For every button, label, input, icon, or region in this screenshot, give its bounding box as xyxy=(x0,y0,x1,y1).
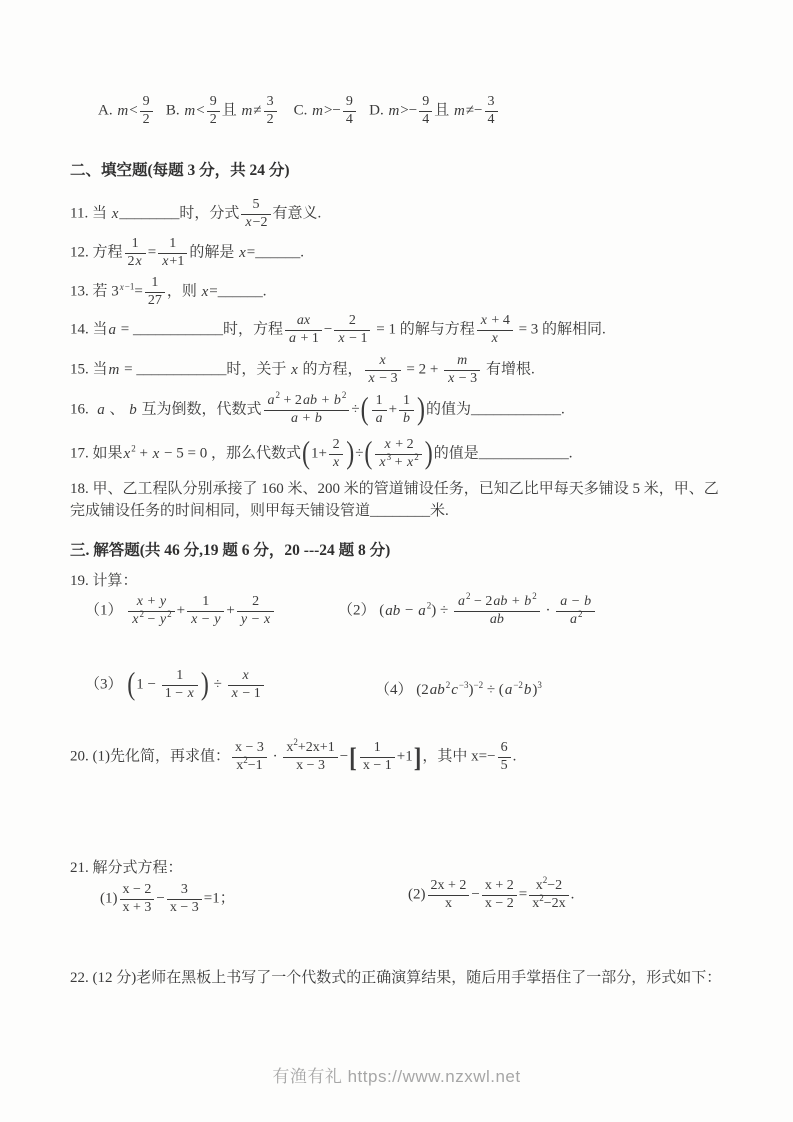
math-variable: a xyxy=(457,594,465,609)
fraction-denominator: y − x xyxy=(240,611,271,627)
fraction-numerator: 1 xyxy=(162,668,198,686)
superscript: 2 xyxy=(532,591,537,601)
math-variable: x xyxy=(191,611,198,627)
fraction-numerator: 6 xyxy=(498,740,511,758)
big-paren: ) xyxy=(200,668,209,703)
question-19-2: （2） $(ab - a^2)$ ÷ $\frac{a^2 - 2ab + b^2}{ab}$ · $\frac{a - b}{a^2}$ xyxy=(338,594,597,629)
math-variable: b xyxy=(403,410,411,426)
fraction xyxy=(428,878,470,913)
superscript: −2 xyxy=(513,680,523,690)
fraction-numerator: 9 xyxy=(207,94,220,112)
fraction xyxy=(264,94,277,129)
superscript: 2 xyxy=(293,737,298,747)
fraction-denominator: a + b xyxy=(290,410,322,426)
math-variable: ab xyxy=(385,602,401,619)
fraction-denominator: x xyxy=(444,895,452,911)
big-paren: ( xyxy=(360,393,369,428)
fraction-numerator: 5 xyxy=(241,197,270,215)
question-22: 22. (12 分)老师在黑板上书写了一个代数式的正确演算结果，随后用手掌捂住了一部分，形式如下： xyxy=(70,970,722,986)
math-variable: a xyxy=(504,682,513,698)
fraction-numerator: x + 2 xyxy=(375,437,421,455)
math-variable: a xyxy=(418,602,426,619)
fraction-numerator xyxy=(285,313,322,331)
math-variable: b xyxy=(129,401,137,418)
superscript: 3 xyxy=(537,680,542,690)
fraction-denominator: x − 1 xyxy=(338,330,368,346)
math-variable: ab xyxy=(429,682,445,698)
math-variable: a xyxy=(560,594,568,609)
fraction xyxy=(162,668,198,703)
superscript: 2 xyxy=(167,608,172,619)
fraction-denominator: x−2 xyxy=(245,214,268,230)
math-variable: x xyxy=(245,214,252,230)
question-19-4: （4） $(2ab^2c^{-3})^{-2} \div (a^{-2}b)^3$ xyxy=(375,680,542,698)
big-paren: ) xyxy=(346,437,355,472)
fraction-denominator: x+1 xyxy=(162,253,185,269)
fraction-denominator: 2 xyxy=(142,111,150,127)
fraction xyxy=(120,882,155,917)
superscript: 2 xyxy=(542,875,548,885)
fraction-denominator: a + 1 xyxy=(288,330,319,346)
math-variable: y xyxy=(240,611,248,627)
math-variable: x xyxy=(111,205,119,222)
math-variable: m xyxy=(457,353,468,368)
fraction xyxy=(343,94,356,129)
fraction xyxy=(167,882,202,917)
fraction xyxy=(372,393,387,428)
math-variable: b xyxy=(314,410,322,426)
fraction-denominator: 1 − x xyxy=(164,685,194,701)
fraction-denominator: 27 xyxy=(147,292,162,308)
math-variable: a xyxy=(375,410,383,426)
math-variable: x xyxy=(368,370,375,386)
fraction-numerator: $x^2-2$ xyxy=(529,878,568,896)
fraction xyxy=(125,236,146,271)
fraction-numerator: x − 3 xyxy=(232,740,267,758)
fraction-denominator: 4 xyxy=(487,111,495,127)
superscript: 2 xyxy=(131,443,136,454)
fraction xyxy=(264,390,350,428)
math-variable: y xyxy=(159,594,167,609)
math-variable: m xyxy=(117,102,129,119)
question-11: 11. 当 x________时，分式 $\frac{5}{x-2}$ 有意义. xyxy=(70,197,322,230)
bold-bracket: ] xyxy=(413,742,422,773)
fraction-denominator: 2 xyxy=(266,111,274,127)
fraction xyxy=(145,275,165,310)
fraction xyxy=(444,353,480,388)
fraction xyxy=(375,437,421,472)
question-17: 17. 如果$x^2 + x - 5 = 0$ ，那么代数式(1+ $\frac{2}{x}$ )÷( $\frac{x + 2}{x^3 + x^2}$ )的值是____________. xyxy=(70,437,573,472)
fraction xyxy=(140,94,153,129)
math-variable: y xyxy=(214,611,221,627)
superscript: 2 xyxy=(414,451,419,462)
fraction-numerator: 1 xyxy=(372,393,387,411)
math-variable: x xyxy=(239,244,246,261)
math-variable: x xyxy=(407,454,414,470)
fraction-numerator: $a^2 - 2ab + b^2$ xyxy=(454,594,540,612)
fraction xyxy=(285,313,322,348)
question-13: 13. 若 $3^{x-1}=$ $\frac{1}{27}$ ，则 x=______. xyxy=(70,275,267,308)
fraction-numerator: 9 xyxy=(140,94,153,112)
fraction-denominator: x − 1 xyxy=(362,757,392,773)
math-variable: x xyxy=(135,253,142,269)
big-paren: ) xyxy=(417,393,426,428)
math-variable: x xyxy=(187,685,194,701)
math-variable: y xyxy=(159,611,167,627)
fraction xyxy=(329,437,343,472)
math-variable: b xyxy=(584,594,592,609)
fraction-numerator: 1 xyxy=(399,393,414,411)
question-14: 14. 当a = ____________时，方程 $\frac{ax}{a + 1}$ − $\frac{2}{x - 1}$ = 1 的解与方程 $\frac{x + 4}{x}$ = 3 的解相同. xyxy=(70,313,606,346)
superscript: 2 xyxy=(577,608,583,619)
fraction xyxy=(334,313,370,348)
fraction-denominator: $x^2-1$ xyxy=(236,754,263,773)
fraction-denominator: x − 3 xyxy=(296,757,325,773)
question-19-1: （1） $\frac{x + y}{x^2 - y^2}$ + $\frac{1}{x - y}$ + $\frac{2}{y - x}$ xyxy=(85,594,276,629)
math-variable: m xyxy=(388,102,400,119)
superscript: 2 xyxy=(275,390,281,400)
fraction xyxy=(498,740,511,775)
fraction-denominator xyxy=(556,608,595,629)
fraction-denominator: x − 3 xyxy=(448,370,478,386)
fraction-numerator: 9 xyxy=(343,94,356,112)
fraction-denominator: x − 3 xyxy=(368,370,398,386)
math-variable: x xyxy=(119,281,124,292)
superscript: 2 xyxy=(426,600,432,611)
math-variable: x xyxy=(379,353,386,368)
fraction-numerator: 1 xyxy=(360,740,395,758)
fraction-denominator: x − 2 xyxy=(484,895,514,911)
fraction-numerator: 2 xyxy=(329,437,343,455)
fraction xyxy=(228,668,264,703)
question-12: 12. 方程 $\frac{1}{2x}$ = $\frac{1}{x+1}$ 的解是 x=______. xyxy=(70,236,304,269)
fraction-numerator: 1 xyxy=(125,236,146,254)
fraction-denominator: 2x xyxy=(127,253,142,269)
math-variable: x xyxy=(201,283,209,300)
fraction-numerator: x + 2 xyxy=(482,878,517,896)
math-variable: x xyxy=(338,330,345,346)
math-variable: x xyxy=(491,330,498,346)
fraction xyxy=(283,737,337,775)
math-variable: x xyxy=(152,445,160,462)
superscript: 2 xyxy=(539,892,544,903)
fraction-numerator: 2x + 2 xyxy=(428,878,470,896)
math-variable: c xyxy=(451,682,458,698)
fraction-numerator: $a^2 + 2ab + b^2$ xyxy=(264,393,350,411)
math-variable: b xyxy=(523,682,532,698)
fraction xyxy=(232,740,267,775)
fraction-numerator: 3 xyxy=(264,94,277,112)
math-variable: a xyxy=(108,321,117,338)
question-19-3: （3） (1 − $\frac{1}{1 - x}$ ) ÷ $\frac{x}{x - 1}$ xyxy=(85,668,266,703)
fraction-denominator: 2 xyxy=(209,111,217,127)
fraction-denominator: $x^2-2x$ xyxy=(532,892,566,911)
math-variable: m xyxy=(184,102,196,119)
fraction xyxy=(241,197,270,232)
superscript: 2 xyxy=(445,680,451,690)
fraction-numerator: 9 xyxy=(419,94,432,112)
math-variable: x xyxy=(162,253,169,269)
fraction-denominator: x − 1 xyxy=(231,685,261,701)
math-variable: b xyxy=(524,594,532,609)
fraction xyxy=(187,594,224,629)
superscript: x−1 xyxy=(119,281,135,292)
fraction xyxy=(237,594,274,629)
math-variable: a xyxy=(288,330,296,346)
fraction xyxy=(399,393,414,428)
question-21-2: (2) $\frac{2x + 2}{x}$ − $\frac{x + 2}{x - 2}$ = $\frac{x^2-2}{x^2-2x}$ . xyxy=(408,875,575,911)
big-paren: ( xyxy=(364,437,373,472)
choice-options-line: A. m< $\frac{9}{2}$ B. m< $\frac{9}{2}$ 且 m≠ $\frac{3}{2}$ C. m>− $\frac{9}{4}$ D. m>− $\frac{9}{4}$ 且 m≠− $\frac{3}{4}$ xyxy=(98,94,500,129)
fraction-numerator: $x^2+2x+1$ xyxy=(283,740,337,758)
fraction-numerator xyxy=(228,668,264,686)
math-variable: a xyxy=(569,611,577,627)
fraction-numerator: x − 2 xyxy=(120,882,155,900)
big-paren: ( xyxy=(127,668,136,703)
question-21-label: 21. 解分式方程： xyxy=(70,860,183,876)
fraction-numerator: 2 xyxy=(334,313,370,331)
math-variable: x xyxy=(332,454,340,470)
math-variable: a xyxy=(267,393,275,408)
fraction-numerator xyxy=(365,353,401,371)
section3-title: 三. 解答题(共 46 分,19 题 6 分，20 ---24 题 8 分) xyxy=(70,542,391,559)
fraction xyxy=(360,740,395,775)
math-variable: m xyxy=(453,102,465,119)
fraction xyxy=(477,313,513,348)
fraction xyxy=(207,94,220,129)
math-variable: m xyxy=(241,102,253,119)
fraction-denominator: $x^3 + x^2$ xyxy=(379,451,419,470)
big-paren: ( xyxy=(302,437,310,472)
fraction-numerator: a − b xyxy=(556,594,595,612)
fraction-denominator: x + 3 xyxy=(122,899,152,915)
math-variable: m xyxy=(108,361,120,378)
fraction-numerator: 3 xyxy=(485,94,498,112)
math-variable: x xyxy=(480,313,487,328)
fraction-numerator: 1 xyxy=(158,236,187,254)
math-variable: x xyxy=(448,370,455,386)
math-variable: b xyxy=(333,393,341,408)
fraction-numerator: x + y xyxy=(128,594,174,612)
section2-title: 二、填空题(每题 3 分，共 24 分) xyxy=(70,162,290,179)
fraction-numerator: 2 xyxy=(237,594,274,612)
superscript: 2 xyxy=(341,390,347,400)
superscript: 2 xyxy=(243,754,248,765)
math-variable: x xyxy=(379,454,386,470)
math-variable: m xyxy=(312,102,323,119)
question-20: 20. (1)先化简，再求值： $\frac{x - 3}{x^2-1}$ · $\frac{x^2+2x+1}{x - 3}$ −[ $\frac{1}{x - 1}$ +1]，其中 x=− $\frac{6}{5}$ . xyxy=(70,737,517,773)
superscript: 2 xyxy=(139,608,144,619)
fraction xyxy=(556,594,595,629)
superscript: 2 xyxy=(465,591,471,601)
fraction xyxy=(482,878,517,913)
fraction-numerator: 1 xyxy=(187,594,224,612)
fraction-denominator xyxy=(372,411,387,428)
fraction-numerator: 3 xyxy=(167,882,202,900)
question-19-label: 19. 计算： xyxy=(70,573,138,589)
superscript: −3 xyxy=(458,680,469,690)
math-variable: a xyxy=(290,410,298,426)
fraction-numerator: x + 4 xyxy=(477,313,513,331)
math-variable: x xyxy=(231,685,238,701)
math-variable: x xyxy=(242,668,249,683)
fraction-denominator: 5 xyxy=(500,757,508,773)
fraction-denominator: 4 xyxy=(422,111,430,127)
math-variable: x xyxy=(264,611,271,627)
math-variable: x xyxy=(136,594,143,609)
math-variable: x xyxy=(132,611,139,627)
math-variable: x xyxy=(123,445,131,462)
site-watermark: 有渔有礼 https://www.nzxwl.net xyxy=(272,1067,521,1086)
math-variable: ax xyxy=(296,313,311,328)
fraction-denominator xyxy=(399,411,414,428)
fraction xyxy=(529,875,568,913)
fraction xyxy=(419,94,432,129)
question-18: 18. 甲、乙工程队分别承接了 160 米、200 米的管道铺设任务，已知乙比甲每天多铺设 5 米，甲、乙完成铺设任务的时间相同，则甲每天铺设管道________米. xyxy=(70,481,719,519)
fraction xyxy=(158,236,187,271)
fraction xyxy=(485,94,498,129)
big-paren: ) xyxy=(424,437,433,472)
math-variable: ab xyxy=(302,393,317,408)
math-variable: ab xyxy=(489,611,504,627)
math-variable: a xyxy=(97,401,105,418)
fraction-denominator xyxy=(477,331,513,348)
fraction-denominator xyxy=(329,455,343,472)
math-variable: ab xyxy=(493,594,508,609)
math-variable: x xyxy=(384,437,391,452)
fraction xyxy=(128,594,174,629)
superscript: −2 xyxy=(473,680,484,690)
question-21-1: (1) $\frac{x - 2}{x + 3}$ − $\frac{3}{x - 3}$ =1； xyxy=(100,882,235,915)
fraction-numerator: 1 xyxy=(145,275,165,293)
fraction-denominator: x − y xyxy=(191,611,221,627)
fraction-denominator: $x^2 - y^2$ xyxy=(132,608,172,627)
fraction-denominator: x − 3 xyxy=(169,899,199,915)
question-16: 16. a 、 b 互为倒数，代数式 $\frac{a^2 + 2ab + b^2}{a + b}$ ÷( $\frac{1}{a}$ + $\frac{1}{b}$ )的值为____________. xyxy=(70,390,565,428)
superscript: 3 xyxy=(386,451,392,462)
math-variable: x xyxy=(291,361,298,378)
fraction-numerator xyxy=(444,353,480,371)
question-15: 15. 当m = ____________时，关于 x 的方程， $\frac{x}{x - 3}$ = 2 + $\frac{m}{x - 3}$ 有增根. xyxy=(70,353,535,386)
fraction-denominator: 4 xyxy=(345,111,353,127)
bold-bracket: [ xyxy=(349,742,357,773)
fraction xyxy=(454,591,540,629)
fraction-denominator xyxy=(454,612,540,629)
fraction xyxy=(365,353,401,388)
